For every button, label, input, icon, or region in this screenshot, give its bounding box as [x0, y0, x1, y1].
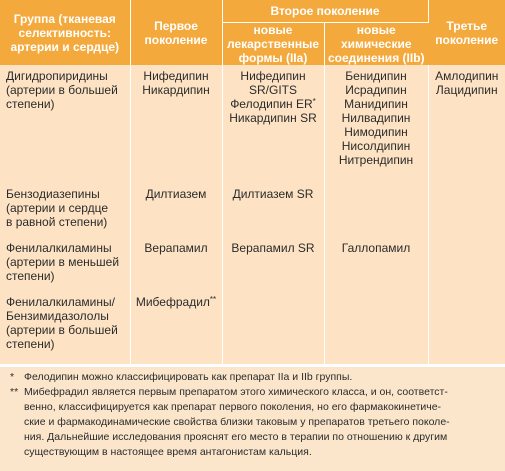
footnote-mark: ** — [209, 295, 217, 304]
header-second-iib: новые химические соединения (IIb) — [324, 23, 428, 66]
group-cell: Фенилалкиламины/ Бензимидазололы (артерии в большей степени) — [0, 293, 130, 364]
second-iia-cell: Нифедипин SR/GITS Фелодипин ER* Никардипин SR — [222, 65, 324, 185]
footnote-mark: * — [10, 371, 15, 383]
header-first-generation: Первое поколение — [130, 0, 222, 65]
header-group: Группа (тканевая селективность: артерии и сердце) — [0, 0, 130, 65]
second-iia-cell: Верапамил SR — [222, 239, 324, 293]
table-row-dihydropyridines — [0, 65, 505, 185]
first-gen-cell: Верапамил — [130, 239, 222, 293]
second-iib-cell: Бенидипин Исрадипин Манидипин Нилвадипин Нимодипин Нисолдипин Нитрендипин — [324, 65, 428, 185]
footnote-mark: ** — [10, 386, 19, 398]
second-iib-cell — [324, 185, 428, 239]
footnotes — [0, 367, 505, 471]
third-gen-cell — [428, 293, 505, 364]
table-row-phenylalkylamines — [0, 239, 505, 293]
second-iia-cell — [222, 293, 324, 364]
footnote-mibefradil: ** Мибефрадил является первым препаратом этого химического класса, и он, соответст- венно, классифицируется как препарат первого поколения, но его фармакокинетиче- ские и фармакодинамические свойства близки таковым у препаратов третьего поколе- ния. Дальнейшие исследования прояснят его место в терапии по отношению к другим существующим в настоящее время антагонистам кальция. — [10, 386, 450, 458]
third-gen-cell — [428, 239, 505, 293]
third-gen-cell: Амлодипин Лацидипин — [428, 65, 505, 185]
group-cell: Бензодиазепины (артерии и сердце в равной степени) — [0, 185, 130, 239]
group-cell: Фенилалкиламины (артерии в меньшей степени) — [0, 239, 130, 293]
first-gen-cell: Нифедипин Никардипин — [130, 65, 222, 185]
first-gen-cell: Мибефрадил** — [130, 293, 222, 364]
table-row-benzothiazepines — [0, 185, 505, 239]
header-third-generation: Третье поколение — [428, 0, 505, 65]
footnote-felodipine: * Фелодипин можно классифицировать как препарат IIa и IIb группы. — [10, 371, 353, 383]
group-cell: Дигидропиридины (артерии в большей степени) — [0, 65, 130, 185]
first-gen-cell: Дилтиазем — [130, 185, 222, 239]
second-iib-cell — [324, 293, 428, 364]
header-second-iia: новые лекарственные формы (IIa) — [222, 23, 324, 66]
second-iia-cell: Дилтиазем SR — [222, 185, 324, 239]
footnote-mark: * — [312, 97, 316, 106]
header-second-generation: Второе поколение — [222, 0, 428, 23]
third-gen-cell — [428, 185, 505, 239]
second-iib-cell: Галлопамил — [324, 239, 428, 293]
table-row-phenylalkylamines-benzimidazolyls — [0, 293, 505, 364]
